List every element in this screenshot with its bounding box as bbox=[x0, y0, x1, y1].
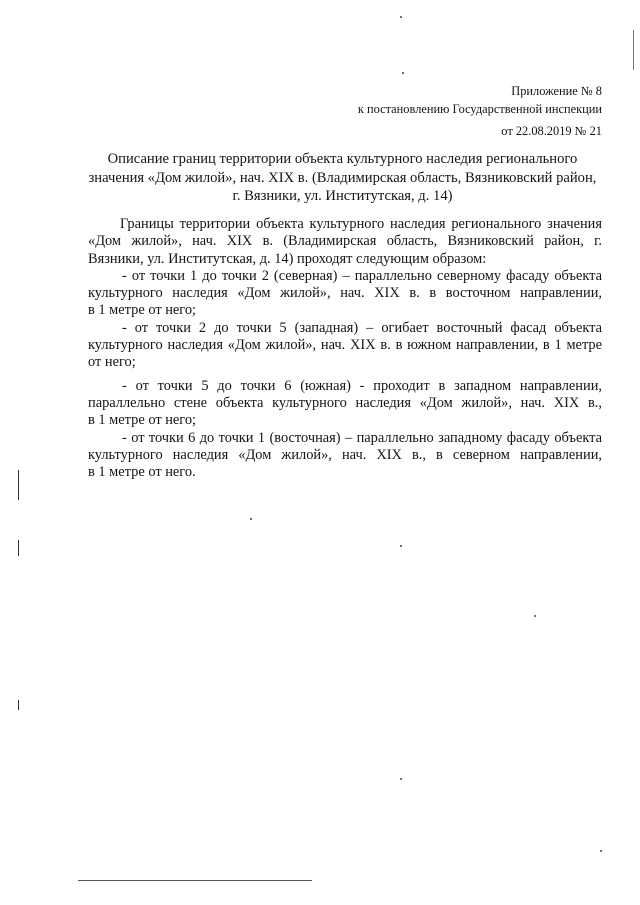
text-line: - от точки 5 до точки 6 (южная) - проходит в западном направлении, bbox=[122, 377, 602, 394]
annex-header bbox=[358, 82, 602, 140]
boundary-item bbox=[88, 320, 602, 372]
intro-paragraph bbox=[88, 216, 602, 268]
text-line: «Дом жилой», нач. XIX в. (Владимирская область, Вязниковский район, г. bbox=[88, 233, 602, 250]
title-line: Описание границ территории объекта культурного наследия регионального bbox=[107, 151, 578, 167]
document-body bbox=[88, 216, 602, 481]
title-line: значения «Дом жилой», нач. XIX в. (Владимирская область, Вязниковский район, bbox=[88, 169, 597, 186]
text-line: культурного наследия «Дом жилой», нач. XIX в., в северном направлении, bbox=[88, 446, 602, 463]
scan-artifact bbox=[18, 700, 19, 710]
text-line: в 1 метре от него; bbox=[88, 412, 197, 429]
text-line: в 1 метре от него. bbox=[88, 464, 196, 481]
scan-artifact bbox=[600, 850, 602, 852]
document-title bbox=[70, 150, 615, 206]
bottom-rule-artifact bbox=[78, 880, 312, 881]
scan-artifact bbox=[250, 518, 252, 520]
text-line: культурного наследия «Дом жилой», нач. XIX в. в восточном направлении, bbox=[88, 285, 602, 302]
scan-artifact bbox=[402, 72, 404, 74]
title-line: г. Вязники, ул. Институтская, д. 14) bbox=[232, 188, 453, 204]
text-line: от него; bbox=[88, 354, 136, 371]
text-line: - от точки 1 до точки 2 (северная) – параллельно северному фасаду объекта bbox=[122, 267, 602, 284]
annex-date: от 22.08.2019 № 21 bbox=[501, 124, 602, 138]
annex-number: Приложение № 8 bbox=[511, 84, 602, 98]
scan-artifact bbox=[400, 16, 402, 18]
boundary-item bbox=[88, 430, 602, 482]
text-line: - от точки 2 до точки 5 (западная) – огибает восточный фасад объекта bbox=[122, 319, 602, 336]
scan-artifact bbox=[18, 540, 19, 556]
text-line: Границы территории объекта культурного наследия регионального значения bbox=[120, 216, 602, 232]
scan-artifact bbox=[18, 470, 19, 500]
text-line: Вязники, ул. Институтская, д. 14) проходят следующим образом: bbox=[88, 250, 487, 267]
text-line: параллельно стене объекта культурного наследия «Дом жилой», нач. XIX в., bbox=[88, 394, 602, 411]
text-line: - от точки 6 до точки 1 (восточная) – параллельно западному фасаду объекта bbox=[122, 429, 602, 446]
boundary-item bbox=[88, 378, 602, 430]
scan-artifact bbox=[534, 615, 536, 617]
scan-edge-mark bbox=[633, 30, 634, 70]
scan-artifact bbox=[400, 545, 402, 547]
boundary-item bbox=[88, 268, 602, 320]
text-line: культурного наследия «Дом жилой», нач. XIX в. в южном направлении, в 1 метре bbox=[88, 337, 602, 354]
text-line: в 1 метре от него; bbox=[88, 302, 197, 319]
scan-artifact bbox=[400, 778, 402, 780]
annex-resolution: к постановлению Государственной инспекции bbox=[357, 102, 602, 116]
